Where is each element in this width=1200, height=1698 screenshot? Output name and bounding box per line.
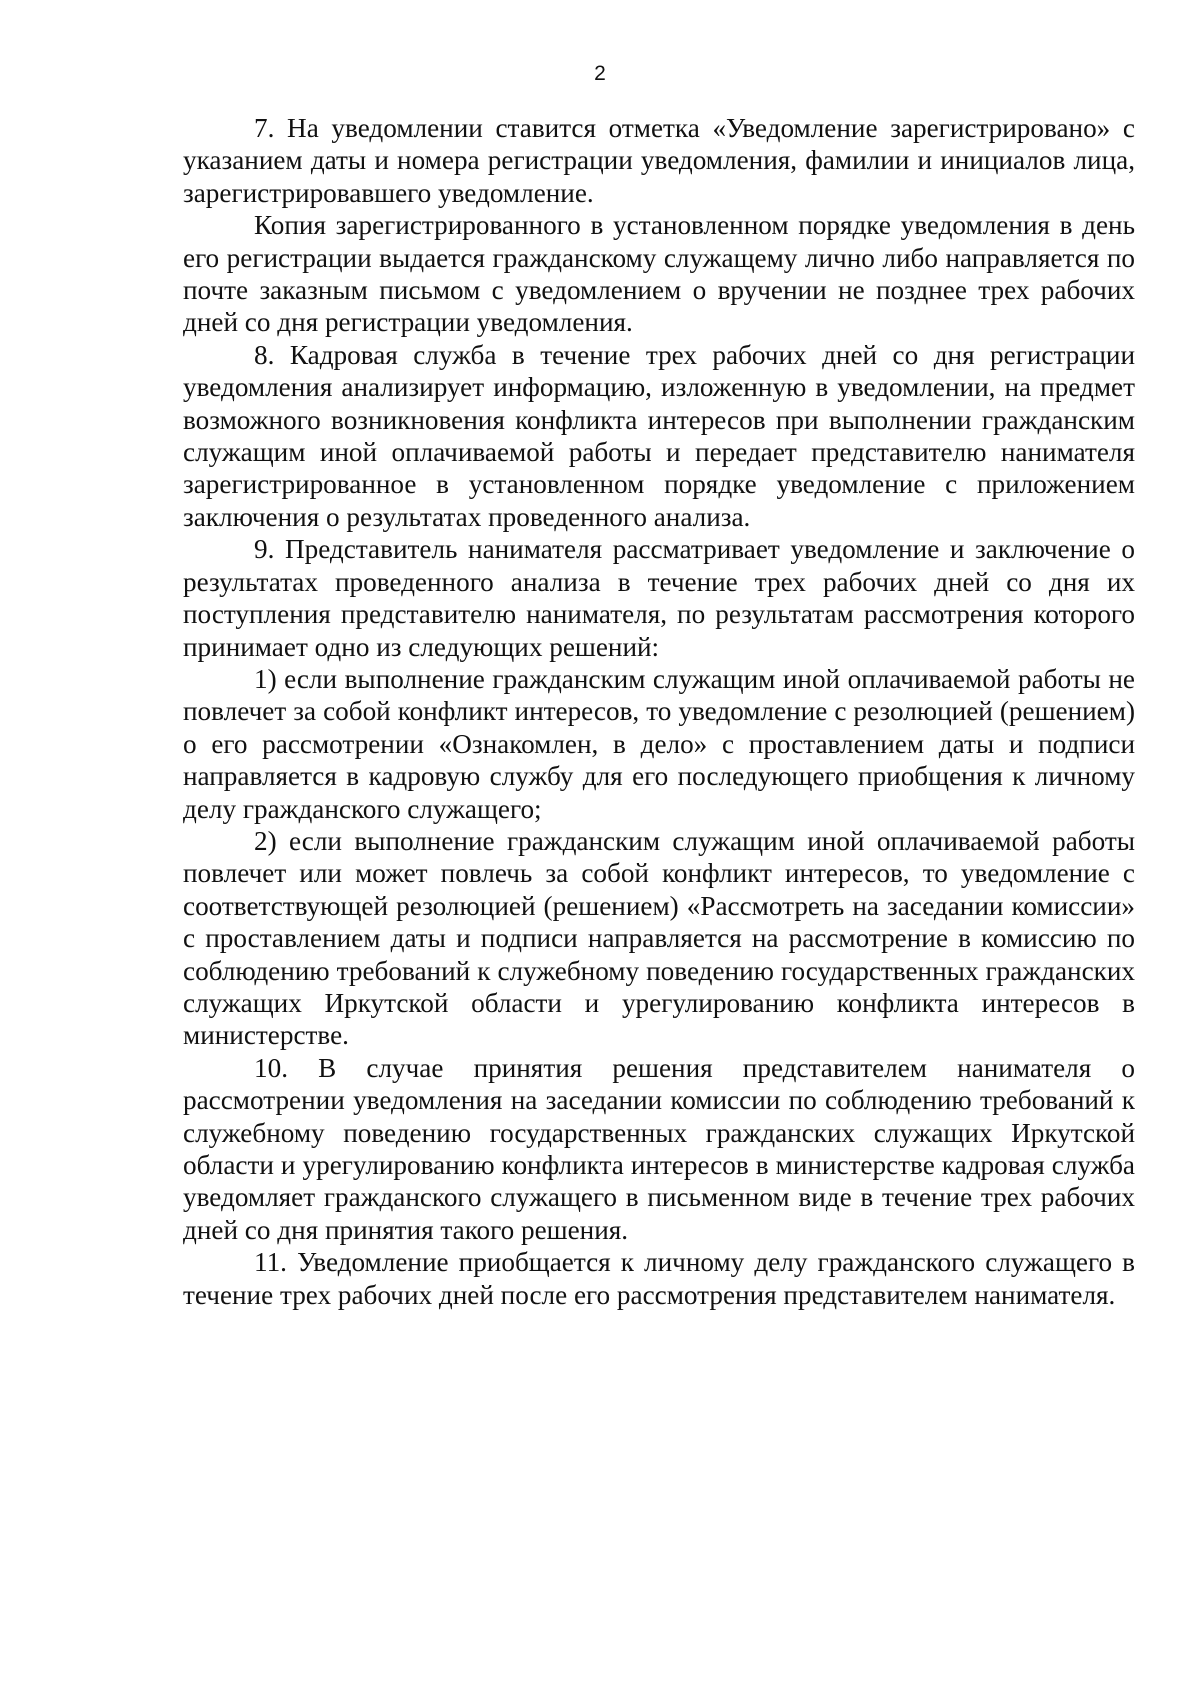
paragraph-11: 11. Уведомление приобщается к личному делу гражданского служащего в течение трех рабочих дней после его рассмотрения представителем нанимателя.	[183, 1247, 1135, 1310]
paragraph-9-item-1: 1) если выполнение гражданским служащим иной оплачиваемой работы не повлечет за собой конфликт интересов, то уведомление с резолюцией (решением) о его рассмотрении «Ознакомлен, в дело» с проставлением даты и подписи направляется в кадровую службу для его последующего приобщения к личному делу гражданского служащего;	[183, 663, 1135, 824]
paragraph-9: 9. Представитель нанимателя рассматривает уведомление и заключение о результатах проведенного анализа в течение трех рабочих дней со дня их поступления представителю нанимателя, по результатам рассмотрения которого принимает одно из следующих решений:	[183, 534, 1135, 662]
paragraph-8: 8. Кадровая служба в течение трех рабочих дней со дня регистрации уведомления анализирует информацию, изложенную в уведомлении, на предмет возможного возникновения конфликта интересов при выполнении гражданским служащим иной оплачиваемой работы и передает представителю нанимателя зарегистрированное в установленном порядке уведомление с приложением заключения о результатах проведенного анализа.	[183, 339, 1135, 532]
paragraph-7: 7. На уведомлении ставится отметка «Уведомление зарегистрировано» с указанием даты и номера регистрации уведомления, фамилии и инициалов лица, зарегистрировавшего уведомление.	[183, 113, 1135, 208]
paragraph-10: 10. В случае принятия решения представителем нанимателя о рассмотрении уведомления на заседании комиссии по соблюдению требований к служебному поведению государственных гражданских служащих Иркутской области и урегулированию конфликта интересов в министерстве кадровая служба уведомляет гражданского служащего в письменном виде в течение трех рабочих дней со дня принятия такого решения.	[183, 1052, 1135, 1245]
document-body	[183, 112, 1135, 1311]
page-number: 2	[594, 62, 606, 85]
paragraph-9-item-2: 2) если выполнение гражданским служащим иной оплачиваемой работы повлечет или может повлечь за собой конфликт интересов, то уведомление с соответствующей резолюцией (решением) «Рассмотреть на заседании комиссии» с проставлением даты и подписи направляется на рассмотрение в комиссию по соблюдению требований к служебному поведению государственных гражданских служащих Иркутской области и урегулированию конфликта интересов в министерстве.	[183, 825, 1135, 1051]
paragraph-7-copy: Копия зарегистрированного в установленном порядке уведомления в день его регистрации выдается гражданскому служащему лично либо направляется по почте заказным письмом с уведомлением о вручении не позднее трех рабочих дней со дня регистрации уведомления.	[183, 210, 1135, 338]
